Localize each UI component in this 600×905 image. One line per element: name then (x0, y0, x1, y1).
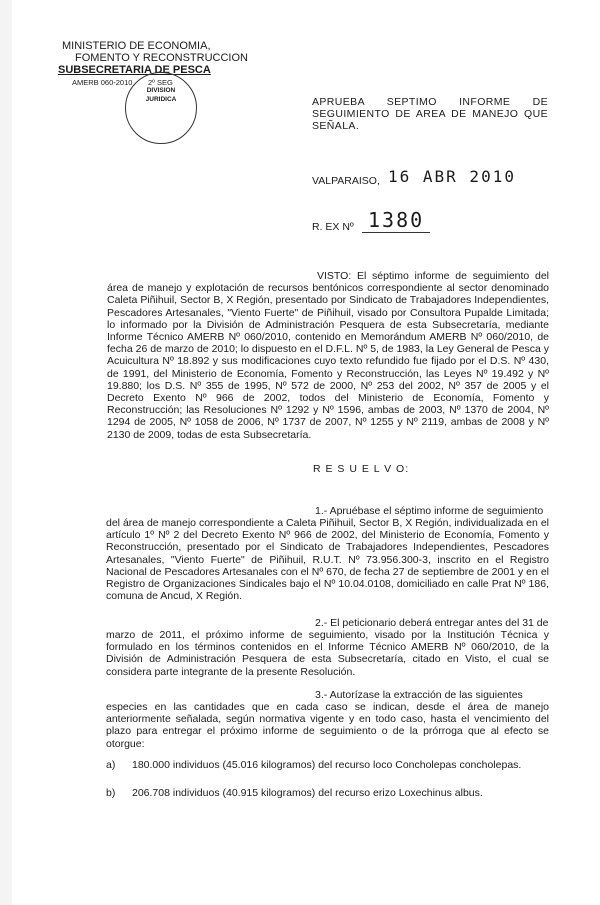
subsecretaria-line: SUBSECRETARIA DE PESCA (58, 64, 211, 76)
item-b-letter: b) (106, 787, 116, 799)
point-2-lead: 2.- El peticionario deberá entregar antes del 31 de (315, 617, 549, 629)
date-stamp: 16 ABR 2010 (388, 167, 516, 186)
document-summary: APRUEBA SEPTIMO INFORME DE SEGUIMIENTO DE AREA DE MANEJO QUE SEÑALA. (312, 96, 548, 132)
item-a-letter: a) (106, 759, 116, 771)
point-2-body: marzo de 2011, el próximo informe de seguimiento, visado por la Institución Técnica y formulado en los términos contenidos en el Informe Técnico AMERB Nº 060/2010, de la División de Administración Pesquera de esta Subsecretaría, citado en Visto, el cual se considera parte integrante de la presente Resolución. (106, 629, 549, 678)
item-b-text: 206.708 individuos (40.915 kilogramos) del recurso erizo Loxechinus albus. (132, 787, 483, 799)
place-label: VALPARAISO, (312, 175, 380, 187)
scan-edge (0, 0, 12, 905)
division-juridica-stamp (125, 72, 197, 144)
rex-label: R. EX Nº (312, 221, 354, 233)
item-a-text: 180.000 individuos (45.016 kilogramos) del recurso loco Concholepas concholepas. (132, 759, 522, 771)
amerb-ref-suffix: 2º SEG (148, 78, 173, 87)
rex-number: 1380 (362, 208, 430, 233)
amerb-ref: AMERB 060-2010 (72, 78, 133, 87)
stamp-line-2: JURIDICA (145, 96, 177, 103)
ministry-line-2: FOMENTO Y RECONSTRUCCION (75, 52, 248, 64)
resuelvo-heading: R E S U E L V O: (313, 463, 410, 475)
stamp-line-1: DIVISION (146, 87, 176, 94)
point-3-lead: 3.- Autorízase la extracción de las siguientes (315, 689, 523, 701)
point-1-body: del área de manejo correspondiente a Caleta Piñihuil, Sector B, X Región, individualizada en el artículo 1º Nº 2 del Decreto Exento Nº 966 de 2002, del Ministerio de Economía, Fomento y Reconstrucción, presentado por el Sindicato de Trabajadores Independientes, Pescadores Artesanales, "Viento Fuerte" de Piñihuil, R.U.T. Nº 73.956.300-3, inscrito en el Registro Nacional de Pescadores Artesanales con el Nº 670, de fecha 27 de septiembre de 2001 y en el Registro de Organizaciones Sindicales bajo el Nº 10.04.0108, domiciliado en calle Prat Nº 186, comuna de Ancud, X Región. (106, 517, 549, 603)
visto-paragraph: VISTO: El séptimo informe de seguimiento del área de manejo y explotación de recursos bentónicos correspondiente al sector denominado Caleta Piñihuil, Sector B, X Región, presentado por Sindicato de Trabajadores Independientes, Pescadores Artesanales, "Viento Fuerte" de Piñihuil, visado por Consultora Pupalde Limitada; lo informado por la División de Administración Pesquera de esta Subsecretaría, mediante Informe Técnico AMERB Nº 060/2010, contenido en Memorándum AMERB Nº 060/2010, de fecha 26 de marzo de 2010; lo dispuesto en el D.F.L. Nº 5, de 1983, la Ley General de Pesca y Acuicultura Nº 18.892 y sus modificaciones cuyo texto refundido fue fijado por el D.S. Nº 430, de 1991, del Ministerio de Economía, Fomento y Reconstrucción, las Leyes Nº 19.492 y Nº 19.880; los D.S. Nº 355 de 1995, Nº 572 de 2000, Nº 253 del 2002, Nº 357 de 2005 y el Decreto Exento Nº 966 de 2002, todos del Ministerio de Economía, Fomento y Reconstrucción; las Resoluciones Nº 1292 y Nº 1596, ambas de 2003, Nº 1370 de 2004, Nº 1294 de 2005, Nº 1058 de 2006, Nº 1737 de 2007, Nº 1255 y Nº 2119, ambas de 2008 y Nº 2130 de 2009, todas de esta Subsecretaría. (107, 270, 549, 441)
point-3-body: especies en las cantidades que en cada caso se indican, desde el área de manejo anteriormente señalada, según normativa vigente y en todo caso, hasta el vencimiento del plazo para entregar el próximo informe de seguimiento o de la prórroga que al efecto se otorgue: (106, 701, 549, 750)
point-1-lead: 1.- Apruébase el séptimo informe de seguimiento (315, 505, 544, 517)
ministry-line: MINISTERIO DE ECONOMIA, (62, 40, 211, 52)
